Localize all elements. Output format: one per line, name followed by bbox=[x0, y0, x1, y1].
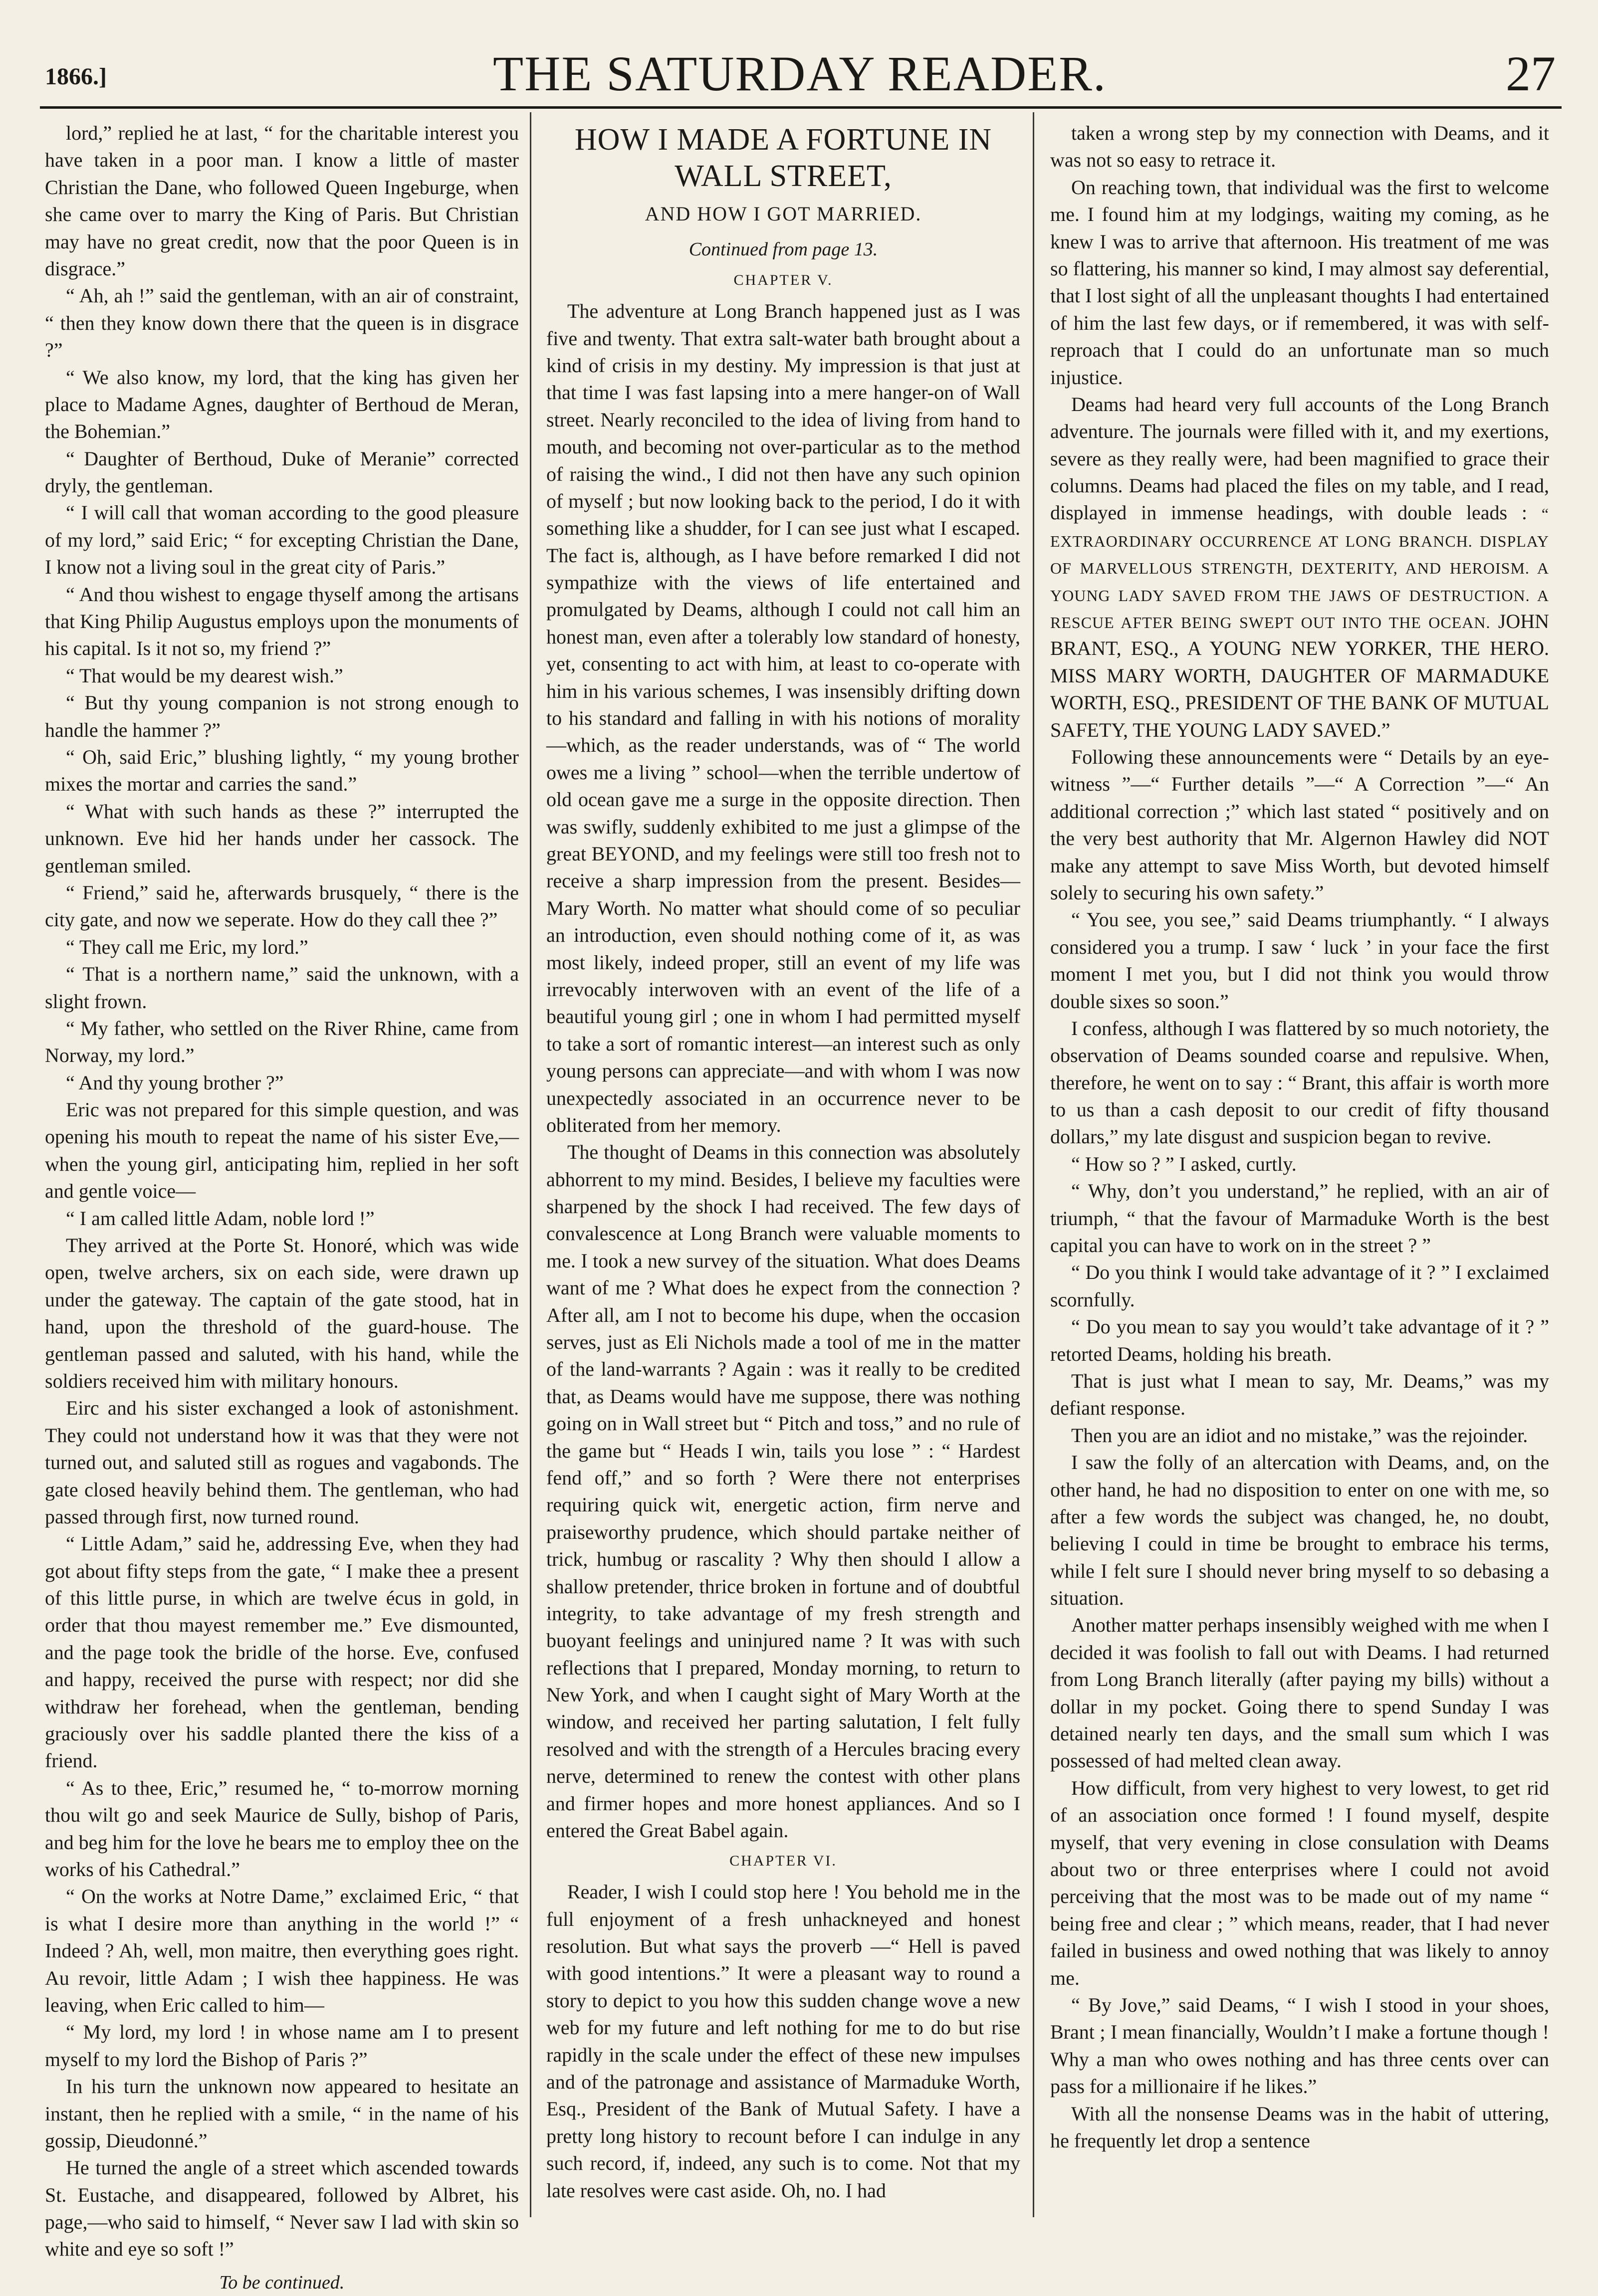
column-3 bbox=[1050, 120, 1549, 2205]
paragraph: The thought of Deams in this connection was absolutely abhorrent to my mind. Besides, I believe my faculties were sharpened by the shock I had received. The few days of convalescence at Long Branch were valuable moments to me. I took a new survey of the situation. What does Deams want of me ? What does he expect from the connection ? After all, am I not to become his dupe, when the occasion serves, just as Eli Nichols made a tool of me in the matter of the land-warrants ? Again : was it really to be credited that, as Deams would have me suppose, there was nothing going on in Wall street but “ Pitch and toss,” and no rule of the game but “ Heads I win, tails you lose ” : “ Hardest fend off,” and so forth ? Were there not enterprises requiring quick wit, energetic action, firm nerve and praiseworthy prudence, which should partake neither of trick, humbug or rascality ? Why then should I allow a shallow pretender, thrice broken in fortune and of doubtful integrity, to take advantage of my fresh strength and buoyant feelings and uninjured name ? It was with such reflections that I prepared, Monday morning, to return to New York, and when I caught sight of Mary Worth at the window, and received her parting salutation, I felt fully resolved and with the strength of a Hercules bracing every nerve, determined to renew the contest with other plans and firmer hopes and more honest appliances. And so I entered the Great Babel again. bbox=[546, 1141, 1020, 1842]
column-3-text bbox=[1050, 120, 1549, 391]
paragraph: “ They call me Eric, my lord.” bbox=[66, 935, 308, 958]
paragraph: Eric was not prepared for this simple question, and was opening his mouth to repeat the name of his sister Eve,—when the young girl, anticipating him, replied in her soft and gentle voice— bbox=[45, 1098, 519, 1203]
column-divider bbox=[530, 112, 531, 2217]
chapter-heading: CHAPTER VI. bbox=[729, 1853, 837, 1870]
paragraph: Eirc and his sister exchanged a look of astonishment. They could not understand how it was that they were not turned out, and saluted still as rogues and vagabonds. The gate closed heavily behind them. The gentleman, who had passed through first, now turned round. bbox=[45, 1397, 519, 1528]
to-be-continued: To be continued. bbox=[219, 2272, 345, 2293]
paragraph-text: Deams had heard very full accounts of the Long Branch adventure. The journals were filled with it, and my exertions, severe as they really were, had been magnified to grace their columns. Deams had placed the files on my table, and I read, displayed in immense headings, with double leads : bbox=[1050, 393, 1549, 524]
column-2 bbox=[546, 120, 1020, 2205]
paragraph: “ Little Adam,” said he, addressing Eve, when they had got about fifty steps from the gate, “ I make thee a present of this little purse, in which are twelve écus in gold, in order that thou mayest remember me.” Eve dismounted, and the page took the bridle of the horse. Eve, confused and happy, received the purse with respect; nor did she withdraw her forehead, when the gentleman, bending graciously over his saddle planted there the kiss of a friend. bbox=[45, 1532, 519, 1772]
article-subtitle: AND HOW I GOT MARRIED. bbox=[645, 203, 922, 225]
paragraph: “ How so ? ” I asked, curtly. bbox=[1071, 1152, 1297, 1175]
masthead-title: THE SATURDAY READER. bbox=[493, 46, 1107, 101]
chapter-heading: CHAPTER V. bbox=[733, 272, 833, 289]
column-1 bbox=[45, 120, 519, 2293]
paragraph: That is just what I mean to say, Mr. Deams,” was my defiant response. bbox=[1050, 1369, 1549, 1420]
paragraph: “ We also know, my lord, that the king has given her place to Madame Agnes, daughter of Berthoud de Meran, the Bohemian.” bbox=[45, 366, 519, 443]
paragraph: “ Daughter of Berthoud, Duke of Meranie” corrected dryly, the gentleman. bbox=[45, 447, 519, 497]
paragraph: Reader, I wish I could stop here ! You behold me in the full enjoyment of a fresh unhackneyed and honest resolution. But what says the proverb —“ Hell is paved with good intentions.” It were a pleasant way to round a story to depict to you how this sudden change wove a new web for my future and left nothing for me to do but rise rapidly in the scale under the effect of these new impulses and of the patronage and assistance of Marmaduke Worth, Esq., President of the Bank of Mutual Safety. I have a pretty long history to recount before I can indulge in any such record, if, indeed, any such is to come. Not that my late resolves were cast aside. Oh, no. I had bbox=[546, 1880, 1020, 2202]
paragraph: “ On the works at Notre Dame,” exclaimed Eric, “ that is what I desire more than anything in the world !” “ Indeed ? Ah, well, mon maitre, then everything goes right. Au revoir, little Adam ; I wish thee happiness. He was leaving, when Eric called to him— bbox=[45, 1885, 519, 2016]
paragraph: Another matter perhaps insensibly weighed with me when I decided it was foolish to fall out with Deams. I had returned from Long Branch literally (after paying my bills) without a dollar in my pocket. Going there to spend Sunday I was detained nearly ten days, and the small sum which I was possessed of had melted clean away. bbox=[1050, 1614, 1549, 1772]
paragraph: I saw the folly of an altercation with Deams, and, on the other hand, he had no disposition to enter on one with me, so after a few words the subject was changed, he, no doubt, believing I could in time be brought to embrace his terms, while I felt sure I should never bring myself to so debasing a situation. bbox=[1050, 1451, 1549, 1610]
paragraph: I confess, although I was flattered by so much notoriety, the observation of Deams sounded coarse and repulsive. When, therefore, he went on to say : “ Brant, this affair is worth more to us than a cash deposit to our credit of fifty thousand dollars,” my late disgust and suspicion began to revive. bbox=[1050, 1017, 1549, 1148]
paragraph: In his turn the unknown now appeared to hesitate an instant, then he replied with a smile, “ in the name of his gossip, Dieudonné.” bbox=[45, 2075, 519, 2152]
paragraph: With all the nonsense Deams was in the habit of uttering, he frequently let drop a sentence bbox=[1050, 2102, 1549, 2152]
paragraph: “ That would be my dearest wish.” bbox=[66, 664, 343, 687]
paragraph: “ Oh, said Eric,” blushing lightly, “ my young brother mixes the mortar and carries the sand.” bbox=[45, 745, 519, 796]
column-divider bbox=[1033, 112, 1034, 2217]
paragraph: They arrived at the Porte St. Honoré, which was wide open, twelve archers, six on each side, were drawn up under the gateway. The captain of the gate stood, hat in hand, upon the threshold of the guard-house. The gentleman passed and saluted, with his hand, while the soldiers received him with military honours. bbox=[45, 1234, 519, 1392]
column-1-text bbox=[45, 120, 519, 2263]
paragraph: “ Ah, ah !” said the gentleman, with an air of constraint, “ then they know down there that the queen is in disgrace ?” bbox=[45, 284, 519, 362]
paragraph: “ Do you mean to say you would’t take advantage of it ? ” retorted Deams, holding his breath. bbox=[1050, 1315, 1549, 1365]
masthead-year: 1866.] bbox=[45, 63, 107, 90]
newspaper-headline: “ EXTRAORDINARY OCCURRENCE AT LONG BRANCH. DISPLAY OF MARVELLOUS STRENGTH, DEXTERITY, AND HEROISM. A YOUNG LADY SAVED FROM THE JAWS OF DESTRUCTION. A RESCUE AFTER BEING SWEPT OUT INTO THE OCEAN. bbox=[1050, 505, 1549, 632]
paragraph: “ What with such hands as these ?” interrupted the unknown. Eve hid her hands under her cassock. The gentleman smiled. bbox=[45, 800, 519, 877]
headline-paragraph bbox=[1050, 391, 1549, 744]
article-title: HOW I MADE A FORTUNE IN WALL STREET, bbox=[574, 123, 992, 194]
paragraph: “ You see, you see,” said Deams triumphantly. “ I always considered you a trump. I saw ‘ luck ’ in your face the first moment I met you, but I did not think you would throw double sixes so soon.” bbox=[1050, 908, 1549, 1013]
paragraph: “ I am called little Adam, noble lord !” bbox=[66, 1207, 375, 1230]
masthead bbox=[39, 40, 1561, 115]
paragraph: “ My lord, my lord ! in whose name am I to present myself to my lord the Bishop of Paris ?” bbox=[45, 2021, 519, 2071]
paragraph: “ Friend,” said he, afterwards brusquely, “ there is the city gate, and now we seperate. How do they call thee ?” bbox=[45, 881, 519, 931]
paragraph: “ As to thee, Eric,” resumed he, “ to-morrow morning thou wilt go and seek Maurice de Sully, bishop of Paris, and beg him for the love he bears me to employ thee on the works of his Cathedral.” bbox=[45, 1776, 519, 1880]
paragraph: “ But thy young companion is not strong enough to handle the hammer ?” bbox=[45, 691, 519, 741]
chapter-vi-text bbox=[546, 1879, 1020, 2204]
paragraph: “ That is a northern name,” said the unknown, with a slight frown. bbox=[45, 963, 519, 1013]
paragraph: How difficult, from very highest to very lowest, to get rid of an association once formed ! I found myself, despite myself, that very evening in close consulation with Deams about two or three enterprises where I could not avoid perceiving that the most was to be made out of my name “ being free and clear ; ” which means, reader, that I had never failed in business and owed nothing that was likely to annoy me. bbox=[1050, 1776, 1549, 1989]
paragraph: “ I will call that woman according to the good pleasure of my lord,” said Eric; “ for excepting Christian the Dane, I know not a living soul in the great city of Paris.” bbox=[45, 501, 519, 579]
paragraph: “ Why, don’t you understand,” he replied, with an air of triumph, “ that the favour of Marmaduke Worth is the best capital you can have to work on in the street ? ” bbox=[1050, 1180, 1549, 1257]
page-number: 27 bbox=[1506, 46, 1556, 101]
chapter-v-text bbox=[546, 298, 1020, 1844]
paragraph: “ And thy young brother ?” bbox=[66, 1071, 284, 1094]
paragraph: lord,” replied he at last, “ for the charitable interest you have taken in a poor man. I know a little of master Christian the Dane, who followed Queen Ingeburge, when she came over to marry the King of Paris. But Christian may have no great credit, now that the poor Queen is in disgrace.” bbox=[45, 122, 519, 280]
paragraph: “ My father, who settled on the River Rhine, came from Norway, my lord.” bbox=[45, 1017, 519, 1067]
paragraph: “ And thou wishest to engage thyself among the artisans that King Philip Augustus employs upon the monuments of his capital. Is it not so, my friend ?” bbox=[45, 583, 519, 660]
paragraph: On reaching town, that individual was the first to welcome me. I found him at my lodgings, waiting my coming, as he knew I was to arrive that afternoon. His treatment of me was so flattering, his manner so kind, I may almost say deferential, that I lost sight of all the unpleasant thoughts I had entertained of him the last few days, or if remembered, it was with self-reproach that I could do an unfortunate man so much injustice. bbox=[1050, 176, 1549, 389]
paragraph: taken a wrong step by my connection with Deams, and it was not so easy to retrace it. bbox=[1050, 122, 1549, 172]
paragraph: The adventure at Long Branch happened just as I was five and twenty. That extra salt-water bath brought about a kind of crisis in my destiny. My impression is that just at that time I was fast lapsing into a mere hanger-on of Wall street. Nearly reconciled to the idea of living from hand to mouth, and becoming not over-particular as to the method of raising the wind., I did not then have any such opinion of myself ; but now looking back to the period, I do it with something like a shudder, for I can see just what I escaped. The fact is, although, as I have before remarked I did not sympathize with the views of life entertained and promulgated by Deams, although I could not call him an honest man, even after a tolerably low standard of honesty, yet, consenting to act with him, at least to co-operate with him in his various schemes, I was insensibly drifting down to his standard and falling in with his notions of morality—which, as the reader understands, was of “ The world owes me a living ” school—when the terrible undertow of old ocean gave me a surge in the opposite direction. Then was swifly, suddenly exhibited to me just a glimpse of the great BEYOND, and my feelings were still too fresh not to receive a sharp impression from the present. Besides—Mary Worth. No matter what should come of so peculiar an introduction, even should nothing come of it, as was most likely, indeed proper, still an event of my life was irrevocably interwoven with an event of the life of a beautiful young girl ; one in whom I had permitted myself to take a sort of romantic interest—an interest such as only young persons can appreciate—and with whom I was now unexpectedly associated in an occurrence never to be obliterated from her memory. bbox=[546, 300, 1020, 1136]
paragraph: “ Do you think I would take advantage of it ? ” I exclaimed scornfully. bbox=[1050, 1261, 1549, 1311]
paragraph: “ By Jove,” said Deams, “ I wish I stood in your shoes, Brant ; I mean financially, Wouldn’t I make a fortune though ! Why a man who owes nothing and has three cents over can pass for a millionaire if he likes.” bbox=[1050, 1993, 1549, 2098]
paragraph: Following these announcements were “ Details by an eye-witness ”—“ Further details ”—“ A Correction ”—“ An additional correction ;” which last stated “ positively and on the very best authority that Mr. Algernon Hawley did NOT make any attempt to save Miss Worth, but devoted himself solely to securing his own safety.” bbox=[1050, 745, 1549, 904]
column-3-text bbox=[1050, 744, 1549, 2154]
paragraph: He turned the angle of a street which ascended towards St. Eustache, and disappeared, followed by Albret, his page,—who said to himself, “ Never saw I lad with skin so white and eye so soft !” bbox=[45, 2156, 519, 2261]
masthead-rule bbox=[40, 106, 1562, 109]
newspaper-headline-large: JOHN BRANT, ESQ., A YOUNG NEW YORKER, THE HERO. MISS MARY WORTH, DAUGHTER OF MARMADUKE WORTH, ESQ., PRESIDENT OF THE BANK OF MUTUAL SAFETY, THE YOUNG LADY SAVED.” bbox=[1050, 610, 1550, 741]
continued-note: Continued from page 13. bbox=[688, 238, 878, 260]
paragraph: Then you are an idiot and no mistake,” was the rejoinder. bbox=[1071, 1424, 1528, 1447]
